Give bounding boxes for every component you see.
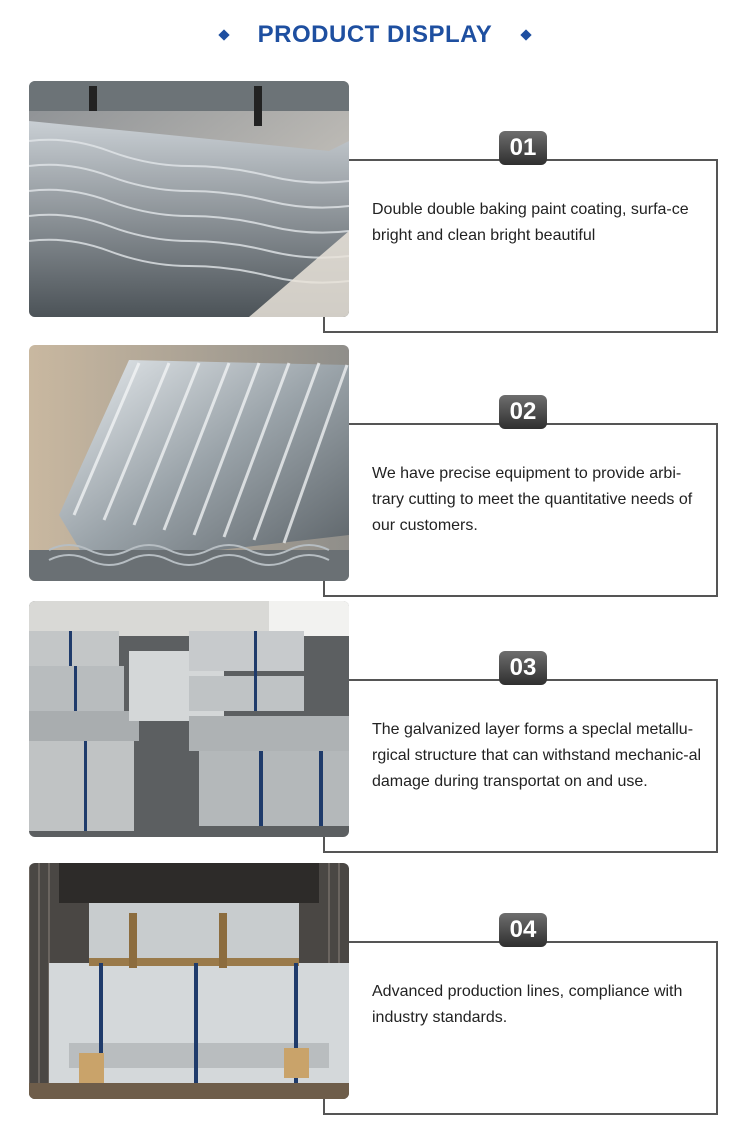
- product-photo-4: [29, 863, 349, 1099]
- section-header: [0, 18, 750, 52]
- diamond-icon-right: [521, 29, 532, 40]
- item-number-badge: 02: [499, 395, 547, 429]
- item-description: We have precise equipment to provide arbi-trary cutting to meet the quantitative needs of our customers.: [372, 465, 693, 534]
- diamond-icon-left: [218, 29, 229, 40]
- product-card-4: [0, 863, 750, 1113]
- item-number-badge: 04: [499, 913, 547, 947]
- item-number-badge: 01: [499, 131, 547, 165]
- product-card-1: [0, 81, 750, 331]
- product-card-3: [0, 601, 750, 851]
- item-description: The galvanized layer forms a speclal metallu-rgical structure that can withstand mechanic-al damage during transportat on and use.: [372, 721, 702, 790]
- product-photo-1: [29, 81, 349, 317]
- product-photo-3: [29, 601, 349, 837]
- item-description: Advanced production lines, compliance with industry standards.: [372, 983, 683, 1026]
- item-description: Double double baking paint coating, surfa-ce bright and clean bright beautiful: [372, 201, 689, 244]
- page-title: PRODUCT DISPLAY: [257, 21, 493, 48]
- product-card-2: [0, 345, 750, 595]
- item-number-badge: 03: [499, 651, 547, 685]
- product-photo-2: [29, 345, 349, 581]
